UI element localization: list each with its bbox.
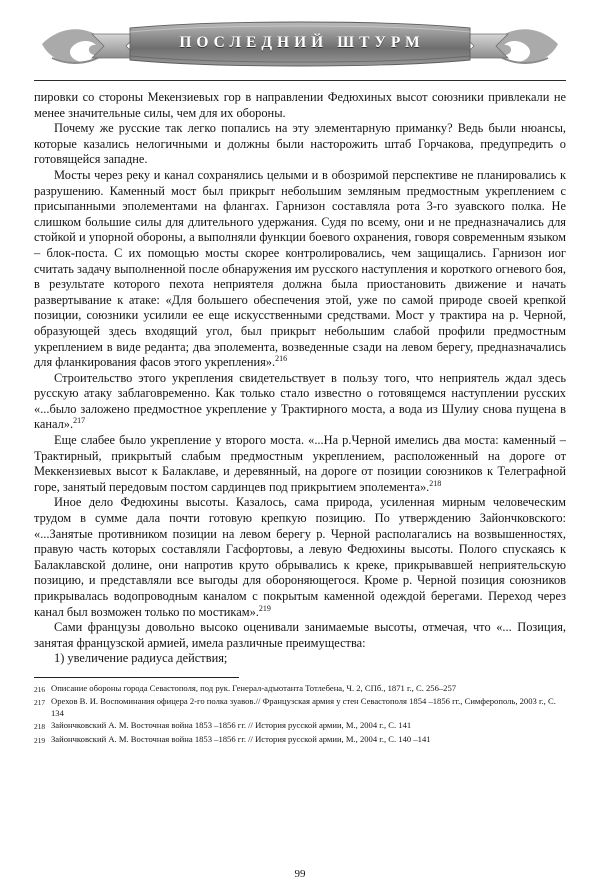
paragraph-5 — [34, 433, 566, 495]
paragraph-1: пировки со стороны Мекензиевых гор в направлении Федюхиных высот союзники привлекали не менее значительные силы, чем для их обороны. — [34, 90, 566, 120]
footnote-item — [34, 683, 566, 695]
footnote-item — [34, 696, 566, 719]
paragraph-6 — [34, 495, 566, 620]
footnote-text: Зайончковский А. М. Восточная война 1853 –1856 гг. // История русской армии, М., 2004 г., С. 141 — [51, 720, 412, 731]
header-banner — [34, 14, 566, 72]
paragraph-2: Почему же русские так легко попались на эту элементарную приманку? Ведь были нюансы, которые казались нелогичными и должны были насторожить штаб Горчакова, предупредить о готовящейся западне. — [34, 121, 566, 167]
footnote-number: 216 — [34, 684, 46, 694]
document-page — [0, 14, 600, 896]
footnote-item — [34, 720, 566, 732]
paragraph-4 — [34, 371, 566, 433]
footnote-number: 217 — [34, 698, 46, 708]
page-number: 99 — [294, 868, 306, 880]
paragraph-3 — [34, 168, 566, 371]
paragraph-7: Сами французы довольно высоко оценивали занимаемые высоты, отмечая, что «... Позиция, занятая французской армией, имела различные преимущества: — [34, 620, 566, 650]
paragraph-4-text: Строительство этого укрепления свидетельствует в пользу того, что неприятель ждал здесь русскую атаку заблаговременно. Как только стало известно о готовящемся наступлении русских «...было заложено предмостное укрепление у Трактирного моста, а вода из Шулиу снова пущена в канал». — [34, 370, 566, 432]
paragraph-3-text: Мосты через реку и канал сохранялись целыми и в обозримой перспективе не планировались к разрушению. Каменный мост был прикрыт небольшим земляным предмостным укреплением с присыпанными эполементами на флангах. Гарнизон составляла рота 3-го зуавского полка. Не слишком большие силы для длительного удержания. Судя по всему, они и не предназначались для стойкой и упорной обороны, а выполняли функции боевого охранения, говоря современным языком – блок-поста. С их помощью мосты скорее контролировались, чем защищались. Гарнизон иог считать задачу выполненной после обнаружения им русского наступления и короткого огневого боя, в результате которого пехота неприятеля должна была приостановить движение и начать развертывание к атаке: «Для большего обеспечения этой, уже по самой природе своей крепкой позиции, союзники усилили ее еще искусственными средствами. Мост у трактира на р. Черной, образующей здесь входящий угол, был прикрыт небольшим слабой профили предмостным укреплением в виде реданта; два эполемента, возведенные сзади на левом берегу, предназначались для фланкирования фасов этого укрепления». — [34, 167, 566, 370]
header-divider — [34, 80, 566, 81]
page-header — [34, 14, 566, 76]
page-body — [34, 90, 566, 667]
footnote-divider — [34, 677, 239, 678]
paragraph-5-text: Еще слабее было укрепление у второго моста. «...На р.Черной имелись два моста: каменный – Трактирный, прикрытый слабым предмостным укреплением, расположенный на дороге от Меккензиевых высот к Балаклаве, и деревянный, на дороге от позиции союзников к Телеграфной горе, занятый передовым постом сардинцев под прикрытием эполемента». — [34, 433, 566, 494]
list-item: 1) увеличение радиуса действия; — [54, 651, 228, 666]
paragraph-6-text: Иное дело Федюхины высоты. Казалось, сама природа, усиленная мирным человеческим трудом в сумме дала почти готовую крепкую позицию. По утверждению Зайончковского: «...Занятые противником позиции на левом берегу р. Черной располагались на возвышенностях, правую часть которых составляли Гасфортовы, а левую Федюхины высоты. Полого спускаясь к Балаклавской долине, они напротив круто обрывались к креке, прикрывавшей неприятельскую позицию, и представляли все выгоды для обороняющегося. Кроме р. Черной позиция союзников прикрывалась водопроводным каналом с покрытым каменной одеждой берегами. Переход через канал был возможен только по мостикам». — [34, 495, 566, 619]
footnote-number: 219 — [34, 735, 46, 745]
footnote-ref-217: 217 — [73, 416, 86, 426]
footnote-item — [34, 734, 566, 746]
footnote-ref-218: 218 — [429, 478, 442, 488]
footnote-text: Описание обороны города Севастополя, под рук. Генерал-адъютанта Тотлебена, Ч. 2, СПб., 1871 г., С. 256–257 — [51, 682, 457, 693]
header-title: ПОСЛЕДНИЙ ШТУРМ — [179, 34, 425, 51]
footnote-text: Орехов В. И. Воспоминания офицера 2-го полка зуавов.// Французская армия у стен Севастополя 1854 –1856 гг., Симферополь, 2003 г., С. 134 — [51, 696, 556, 718]
footnote-text: Зайончковский А. М. Восточная война 1853 –1856 гг. // История русской армии, М., 2004 г., С. 140 –141 — [51, 733, 431, 744]
footnote-ref-216: 216 — [275, 353, 288, 363]
footnote-number: 218 — [34, 722, 46, 732]
footnote-ref-219: 219 — [258, 603, 271, 613]
footnotes-block — [34, 683, 566, 746]
